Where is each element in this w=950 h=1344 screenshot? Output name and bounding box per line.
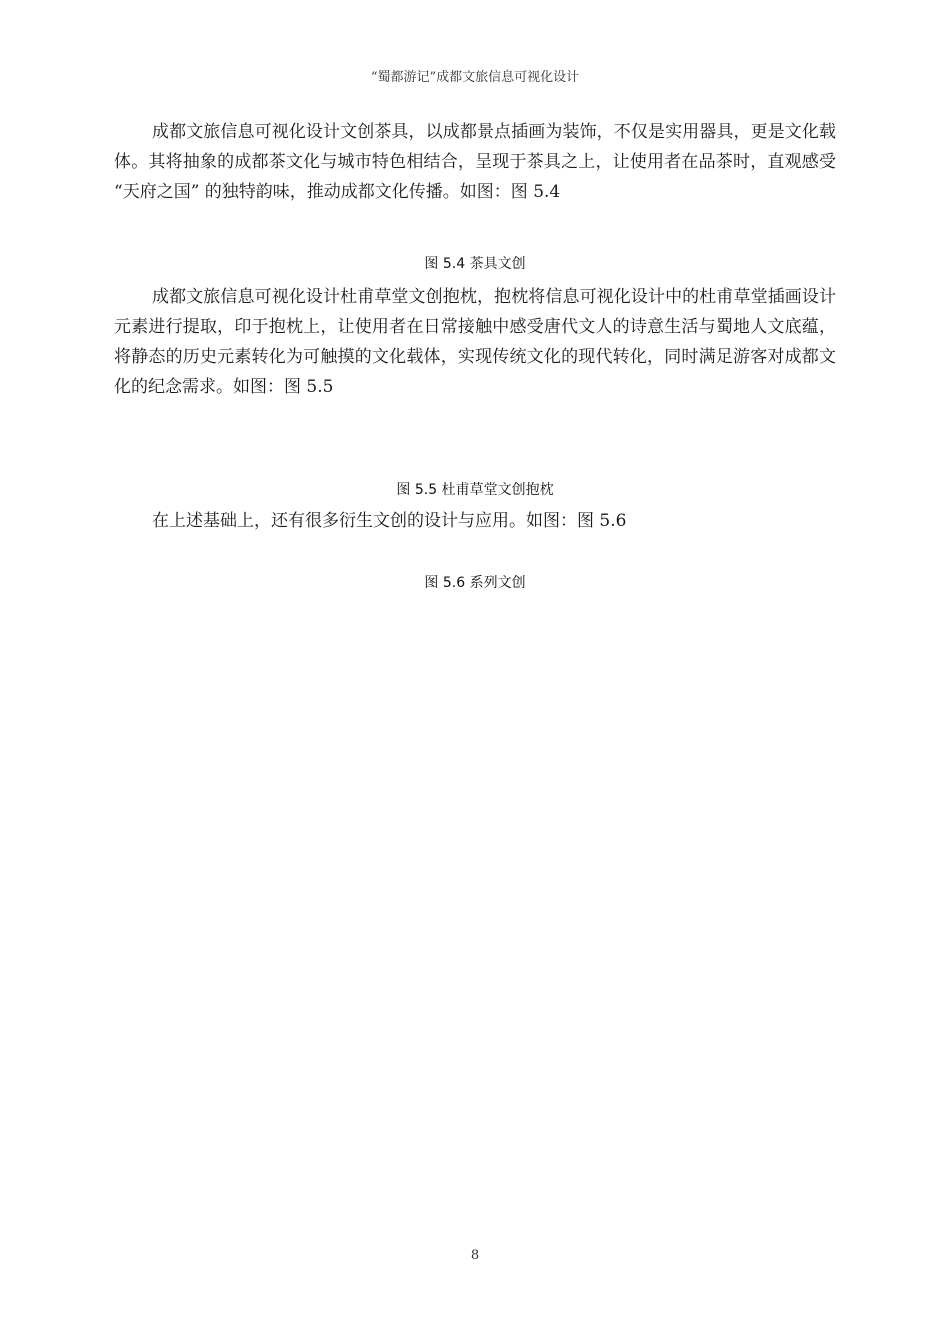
paragraph-pillow: 成都文旅信息可视化设计杜甫草堂文创抱枕，抱枕将信息可视化设计中的杜甫草堂插画设计元素进行提取，印于抱枕上，让使用者在日常接触中感受唐代文人的诗意生活与蜀地人文底蕴，将静态的历史元素转化为可触摸的文化载体，实现传统文化的现代转化，同时满足游客对成都文化的纪念需求。如图：图 5.5	[114, 287, 836, 397]
figure-caption-5-6: 图 5.6 系列文创	[424, 575, 526, 591]
paragraph-derivatives: 在上述基础上，还有很多衍生文创的设计与应用。如图：图 5.6	[152, 511, 627, 531]
paragraph-tea-set: 成都文旅信息可视化设计文创茶具，以成都景点插画为装饰，不仅是实用器具，更是文化载体。其将抽象的成都茶文化与城市特色相结合，呈现于茶具之上，让使用者在品茶时，直观感受 “天府之国” 的独特韵味，推动成都文化传播。如图：图 5.4	[114, 122, 836, 202]
running-header: “蜀都游记”成都文旅信息可视化设计	[370, 70, 580, 85]
page-number: 8	[470, 1248, 480, 1263]
figure-caption-5-4: 图 5.4 茶具文创	[424, 256, 526, 272]
figure-caption-5-5: 图 5.5 杜甫草堂文创抱枕	[396, 482, 554, 498]
